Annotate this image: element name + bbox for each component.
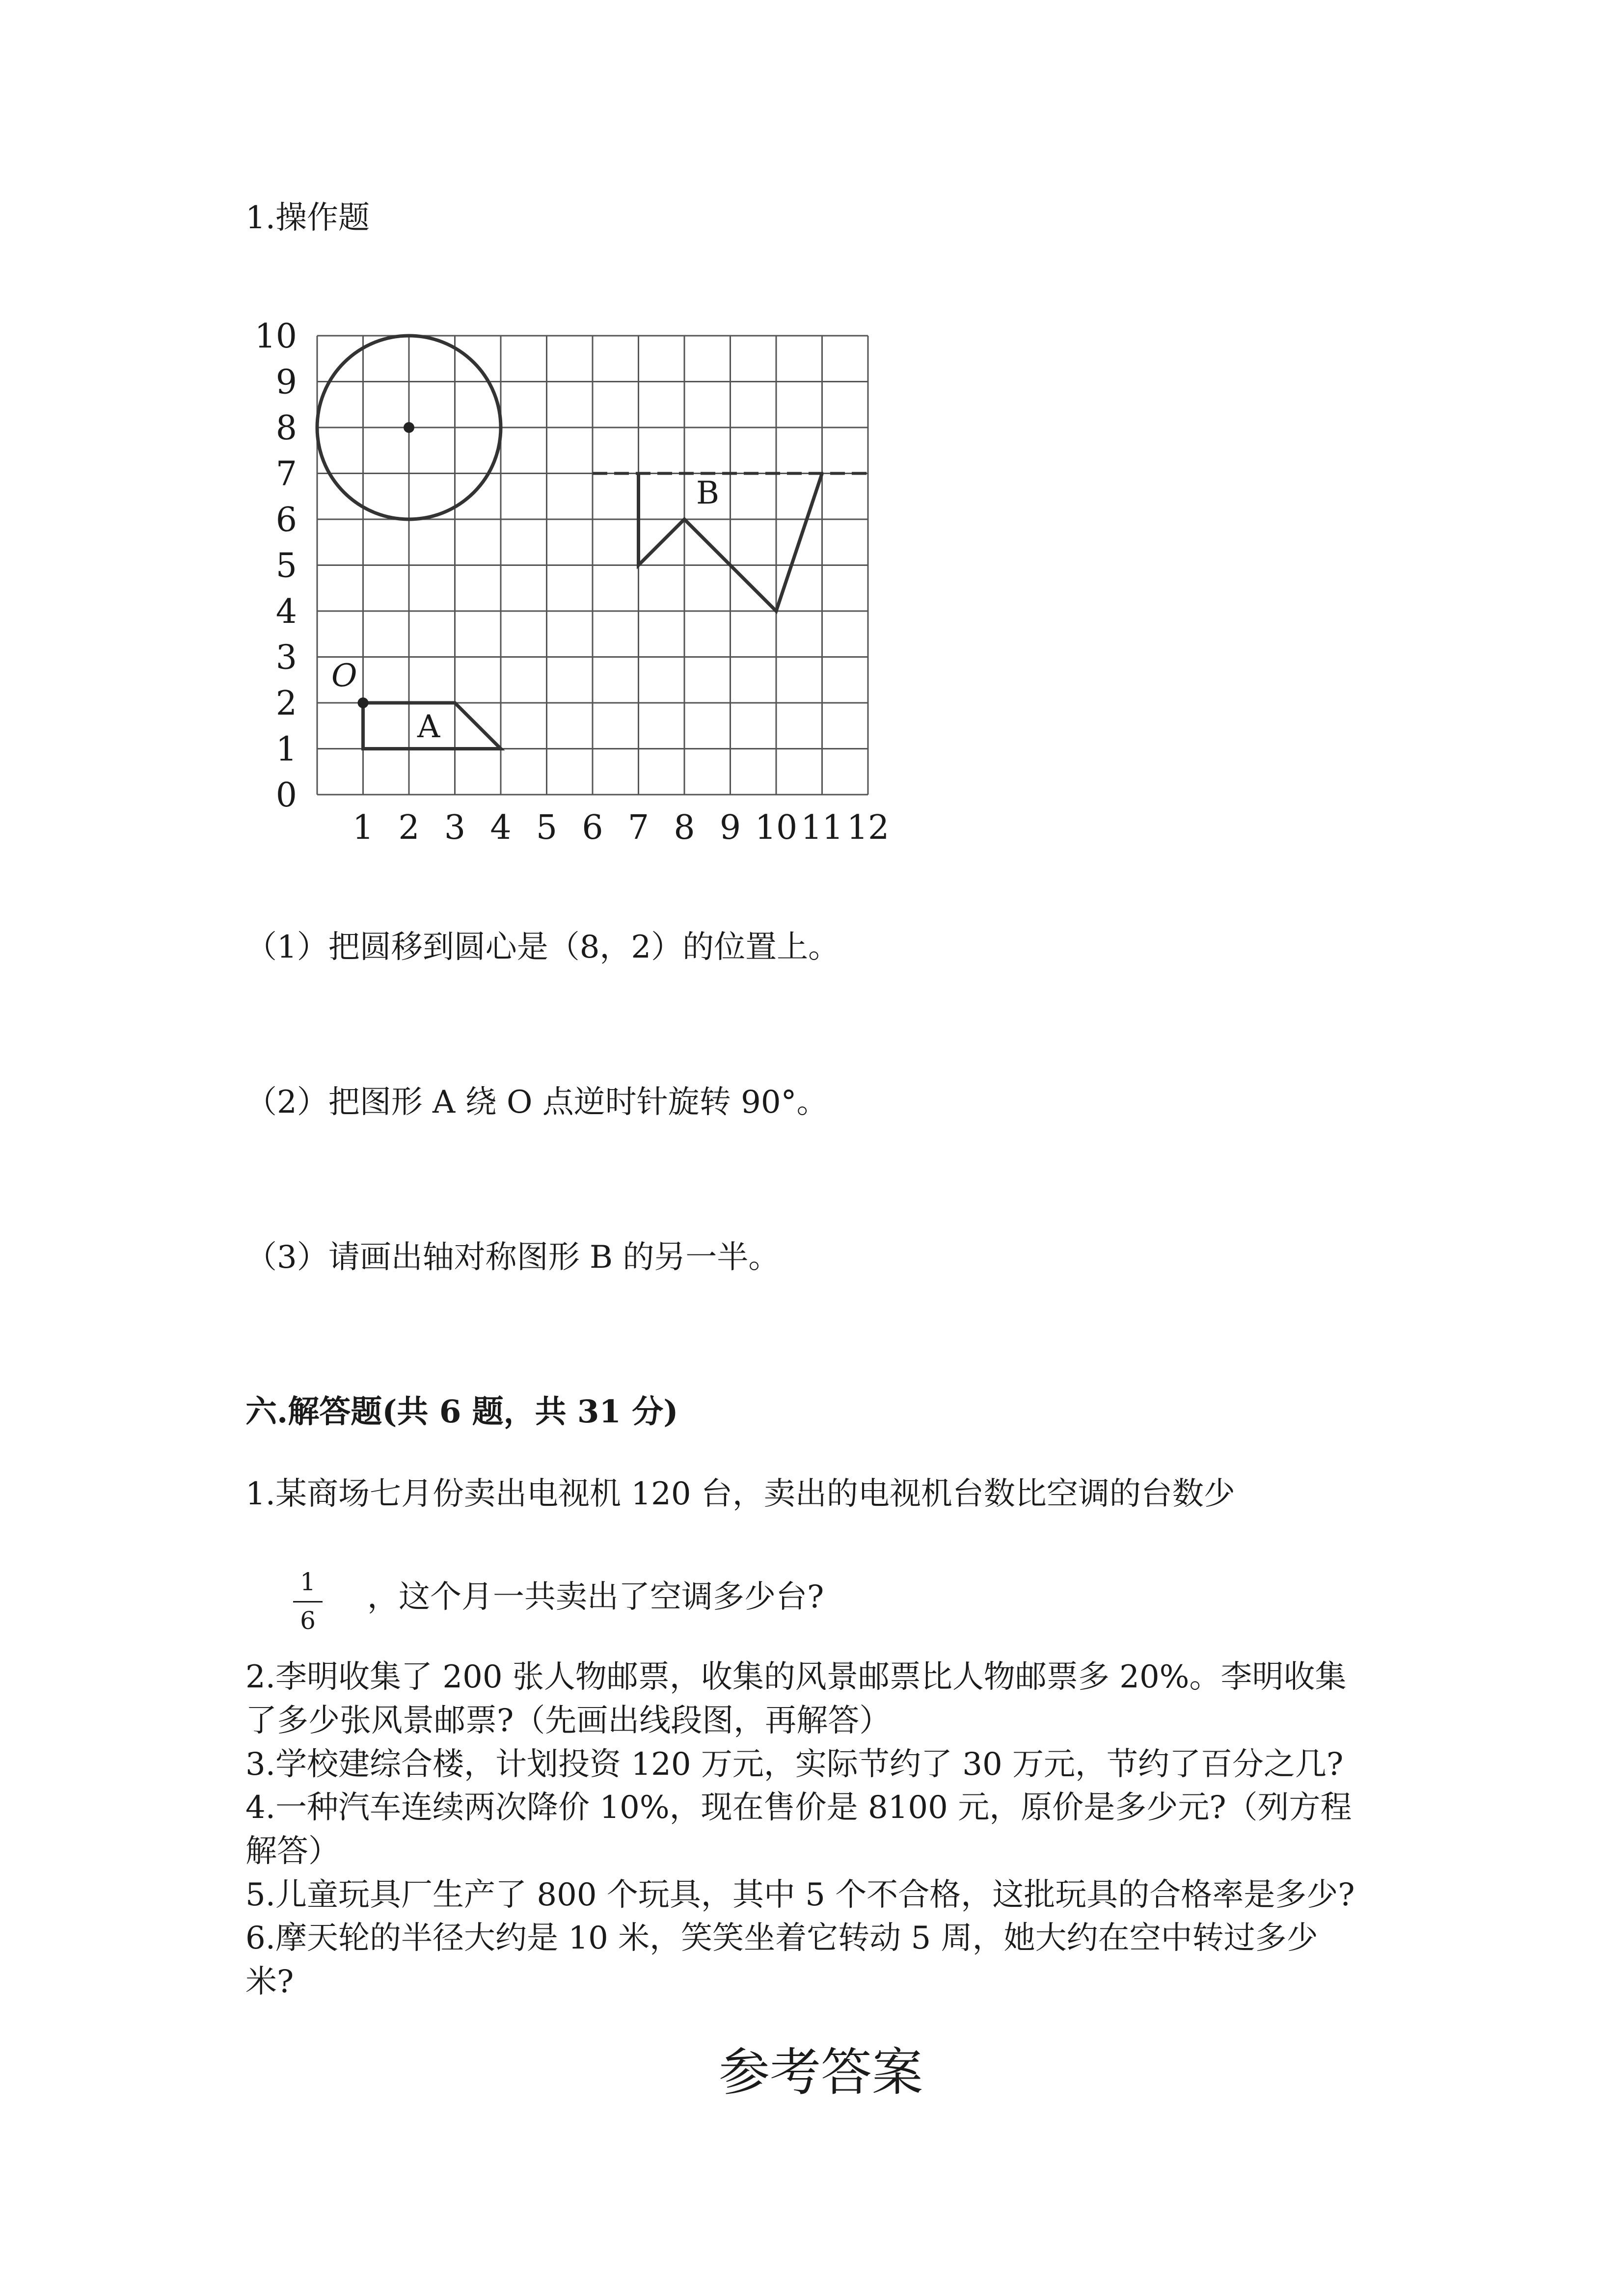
fraction-bar (293, 1601, 323, 1602)
y-tick-label: 3 (275, 638, 297, 677)
point-o-dot (358, 697, 369, 708)
question-6-line-1: 6.摩天轮的半径大约是 10 米，笑笑坐着它转动 5 周，她大约在空中转过多少 (245, 1920, 1318, 1956)
section-title: 六.解答题(共 6 题，共 31 分) (245, 1393, 678, 1430)
fraction-one-sixth (293, 1570, 323, 1633)
x-tick-label: 12 (846, 808, 890, 844)
y-tick-label: 0 (275, 776, 297, 815)
question-4-line-2: 解答） (245, 1833, 340, 1869)
question-2-line-1: 2.李明收集了 200 张人物邮票，收集的风景邮票比人物邮票多 20%。李明收集 (245, 1659, 1347, 1695)
y-tick-label: 7 (275, 454, 297, 494)
shape-a-label: A (417, 709, 440, 745)
question-4-line-1: 4.一种汽车连续两次降价 10%，现在售价是 8100 元，原价是多少元?（列方程 (245, 1789, 1352, 1826)
x-tick-label: 1 (352, 808, 374, 844)
answers-title: 参考答案 (719, 2042, 923, 2102)
x-tick-label: 11 (801, 808, 843, 844)
x-tick-label: 9 (719, 808, 741, 844)
y-tick-label: 8 (275, 409, 297, 448)
x-tick-label: 8 (674, 808, 695, 844)
y-tick-label: 2 (275, 684, 297, 723)
question-2-line-2: 了多少张风景邮票?（先画出线段图，再解答） (245, 1703, 891, 1739)
point-o-label: O (331, 658, 357, 694)
y-tick-label: 10 (254, 317, 297, 356)
x-tick-label: 10 (755, 808, 798, 844)
y-tick-label: 9 (275, 363, 297, 402)
task-3: （3）请画出轴对称图形 B 的另一半。 (245, 1239, 780, 1276)
fraction-numerator: 1 (300, 1568, 316, 1596)
shape-b-label: B (696, 475, 720, 511)
y-tick-label: 5 (275, 546, 297, 586)
fraction-denominator: 6 (300, 1606, 316, 1635)
y-tick-label: 1 (275, 730, 297, 769)
question-5: 5.儿童玩具厂生产了 800 个玩具，其中 5 个不合格，这批玩具的合格率是多少? (245, 1877, 1355, 1913)
x-tick-label: 7 (627, 808, 650, 844)
x-tick-label: 6 (582, 808, 603, 844)
question-3: 3.学校建综合楼，计划投资 120 万元，实际节约了 30 万元，节约了百分之几? (245, 1746, 1344, 1783)
question-heading: 1.操作题 (245, 200, 370, 236)
task-2: （2）把图形 A 绕 O 点逆时针旋转 90°。 (245, 1084, 828, 1121)
tick-labels (254, 317, 889, 844)
task-1: （1）把圆移到圆心是（8，2）的位置上。 (245, 929, 840, 965)
grid-lines (317, 336, 868, 795)
x-tick-label: 3 (444, 808, 466, 844)
y-tick-label: 4 (275, 592, 297, 631)
question-1-line-2: ，这个月一共卖出了空调多少台? (367, 1579, 824, 1615)
question-6-line-2: 米? (245, 1964, 294, 2000)
question-1-line-1: 1.某商场七月份卖出电视机 120 台，卖出的电视机台数比空调的台数少 (245, 1476, 1235, 1512)
coordinate-grid-figure (245, 314, 898, 844)
x-tick-label: 2 (398, 808, 420, 844)
circle-center-dot (404, 422, 414, 433)
x-tick-label: 4 (490, 808, 512, 844)
y-tick-label: 6 (275, 501, 297, 539)
x-tick-label: 5 (536, 808, 558, 844)
